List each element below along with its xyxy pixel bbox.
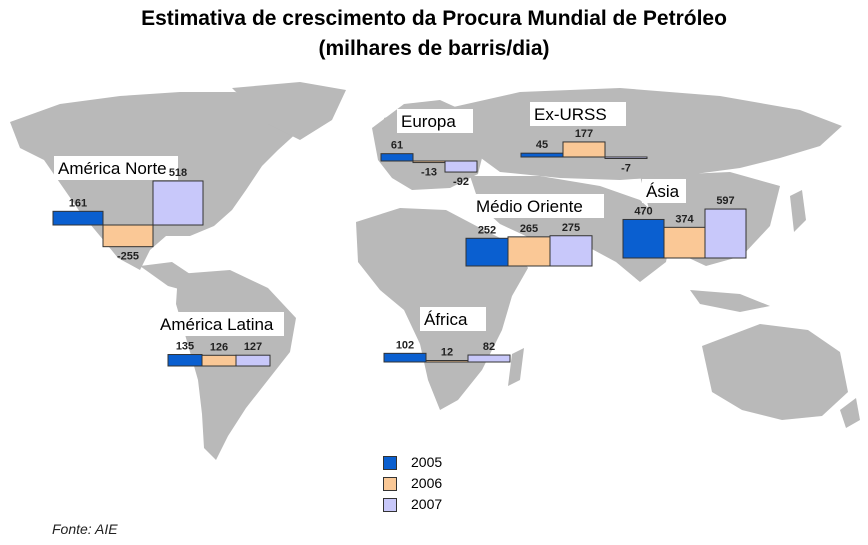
data-label-ex-urss-2006: 177 [574, 127, 594, 140]
data-label-medio-oriente-2005: 252 [477, 224, 497, 237]
legend-label-2007: 2007 [411, 496, 443, 512]
region-label: África [424, 310, 468, 329]
bar-asia-2006 [664, 227, 705, 258]
region-label: América Norte [58, 159, 167, 178]
data-label-ex-urss-2007: -7 [621, 162, 631, 175]
region-label: Ásia [646, 182, 680, 201]
bar-europa-2007 [445, 161, 477, 172]
data-label-europa-2007: -92 [453, 176, 469, 189]
legend-swatch-2005 [383, 456, 397, 470]
data-label-europa-2005: 61 [390, 139, 404, 152]
legend-label-2006: 2006 [411, 475, 443, 491]
legend-swatch-2006 [383, 477, 397, 491]
data-label-africa-2005: 102 [395, 339, 415, 352]
bar-ex-urss-2005 [521, 153, 563, 157]
bar-africa-2007 [468, 355, 510, 362]
bar-africa-2005 [384, 353, 426, 362]
data-label-america-norte-2006: -255 [116, 250, 140, 263]
legend-swatch-2007 [383, 498, 397, 512]
data-label-medio-oriente-2006: 265 [519, 222, 539, 235]
bar-europa-2006 [413, 161, 445, 163]
data-label-america-latina-2006: 126 [209, 341, 229, 354]
data-label-africa-2007: 82 [482, 341, 496, 354]
data-label-asia-2006: 374 [675, 213, 694, 226]
bar-medio-oriente-2005 [466, 238, 508, 266]
legend-label-2005: 2005 [411, 454, 443, 470]
region-label: Ex-URSS [534, 105, 607, 124]
bar-america-norte-2007 [153, 181, 203, 225]
data-label-ex-urss-2005: 45 [535, 139, 549, 152]
bar-medio-oriente-2007 [550, 236, 592, 266]
data-label-medio-oriente-2007: 275 [561, 221, 581, 234]
region-label: América Latina [160, 315, 274, 334]
bar-africa-2006 [426, 361, 468, 363]
data-label-america-latina-2005: 135 [175, 340, 195, 353]
bar-asia-2005 [623, 219, 664, 258]
data-label-america-latina-2007: 127 [243, 341, 263, 354]
source-note: Fonte: AIE [52, 521, 118, 537]
bar-asia-2007 [705, 209, 746, 258]
chart-subtitle: (milhares de barris/dia) [318, 37, 550, 60]
region-label: Médio Oriente [476, 197, 583, 216]
bar-europa-2005 [381, 154, 413, 161]
data-label-america-norte-2007: 518 [168, 166, 188, 179]
bar-america-latina-2005 [168, 355, 202, 366]
bar-america-norte-2006 [103, 225, 153, 247]
bar-ex-urss-2006 [563, 142, 605, 157]
bar-america-latina-2006 [202, 355, 236, 366]
chart-title: Estimativa de crescimento da Procura Mundial de Petróleo [141, 7, 727, 30]
data-label-africa-2006: 12 [440, 346, 454, 359]
data-label-asia-2005: 470 [634, 205, 653, 218]
data-label-europa-2006: -13 [421, 166, 437, 179]
bar-ex-urss-2007 [605, 157, 647, 159]
bar-medio-oriente-2006 [508, 237, 550, 266]
bar-america-norte-2005 [53, 211, 103, 225]
data-label-america-norte-2005: 161 [68, 197, 88, 210]
bar-america-latina-2007 [236, 355, 270, 366]
data-label-asia-2007: 597 [716, 195, 735, 208]
region-label: Europa [401, 112, 456, 131]
